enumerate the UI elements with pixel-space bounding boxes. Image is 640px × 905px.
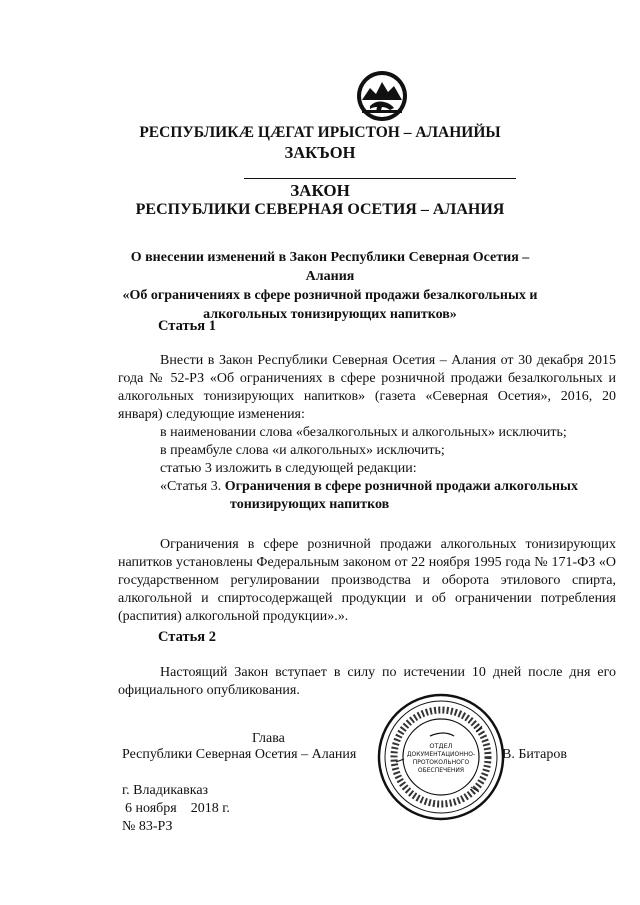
article-2-heading: Статья 2 bbox=[158, 629, 216, 645]
header-republic: РЕСПУБЛИКИ СЕВЕРНАЯ ОСЕТИЯ – АЛАНИЯ bbox=[135, 201, 505, 218]
signatory-role-line-1: Глава bbox=[252, 731, 285, 746]
article-1-item-1: в наименовании слова «безалкогольных и алкогольных» исключить; bbox=[160, 425, 567, 440]
article-1-heading: Статья 1 bbox=[158, 318, 216, 334]
quoted-article-prefix: «Статья 3. bbox=[160, 479, 222, 494]
signatory-name: В. Битаров bbox=[502, 747, 567, 762]
official-seal bbox=[376, 692, 506, 822]
seal-line-1: ОТДЕЛ bbox=[429, 742, 453, 750]
article-1-item-2: в преамбуле слова «и алкогольных» исключить; bbox=[160, 443, 445, 458]
law-number: № 83-РЗ bbox=[122, 819, 173, 834]
seal-line-2: ДОКУМЕНТАЦИОННО- bbox=[406, 751, 476, 758]
quoted-article-3-heading bbox=[160, 478, 578, 496]
law-title-line-2: «Об ограничениях в сфере розничной продажи безалкогольных и bbox=[122, 288, 538, 303]
quoted-article-title-line-1: Ограничения в сфере розничной продажи алкогольных bbox=[224, 479, 578, 494]
article-1-item-3: статью 3 изложить в следующей редакции: bbox=[160, 461, 417, 476]
quoted-article-title-line-2: тонизирующих напитков bbox=[230, 497, 390, 512]
law-title bbox=[120, 248, 540, 324]
seal-line-4: ОБЕСПЕЧЕНИЯ bbox=[417, 767, 465, 774]
article-2-paragraph: Настоящий Закон вступает в силу по истечении 10 дней после дня его официального опубликования. bbox=[118, 665, 616, 698]
coat-of-arms-emblem bbox=[356, 70, 408, 122]
header-divider bbox=[244, 178, 516, 179]
seal-line-3: ПРОТОКОЛЬНОГО bbox=[412, 759, 470, 766]
header-ossetian-republic: РЕСПУБЛИКÆ ЦÆГАТ ИРЫСТОН – АЛАНИЙЫ bbox=[139, 124, 501, 141]
signatory-role-line-2: Республики Северная Осетия – Алания bbox=[122, 747, 357, 762]
header-ossetian-law: ЗАКЪОН bbox=[284, 143, 356, 162]
law-title-line-1: О внесении изменений в Закон Республики Северная Осетия – Алания bbox=[130, 250, 530, 284]
signing-date: 6 ноября 2018 г. bbox=[125, 801, 230, 816]
quoted-article-paragraph: Ограничения в сфере розничной продажи алкогольных тонизирующих напитков установлены Федеральным законом от 22 ноября 1995 года № 171-ФЗ «О государственном регулировании производства и оборота этилового спирта, алкогольной и спиртосодержащей продукции и об ограничении потребления (распития) алкогольной продукции».». bbox=[118, 537, 616, 624]
place-of-signing: г. Владикавказ bbox=[122, 783, 209, 798]
header-law: ЗАКОН bbox=[290, 181, 350, 200]
law-title-line-3: алкогольных тонизирующих напитков» bbox=[203, 307, 457, 322]
article-1-paragraph: Внести в Закон Республики Северная Осетия – Алания от 30 декабря 2015 года № 52-РЗ «Об ограничениях в сфере розничной продажи безалкогольных и алкогольных тонизирующих напитков» (газета «Северная Осетия», 2016, 20 января) следующие изменения: bbox=[118, 353, 616, 422]
